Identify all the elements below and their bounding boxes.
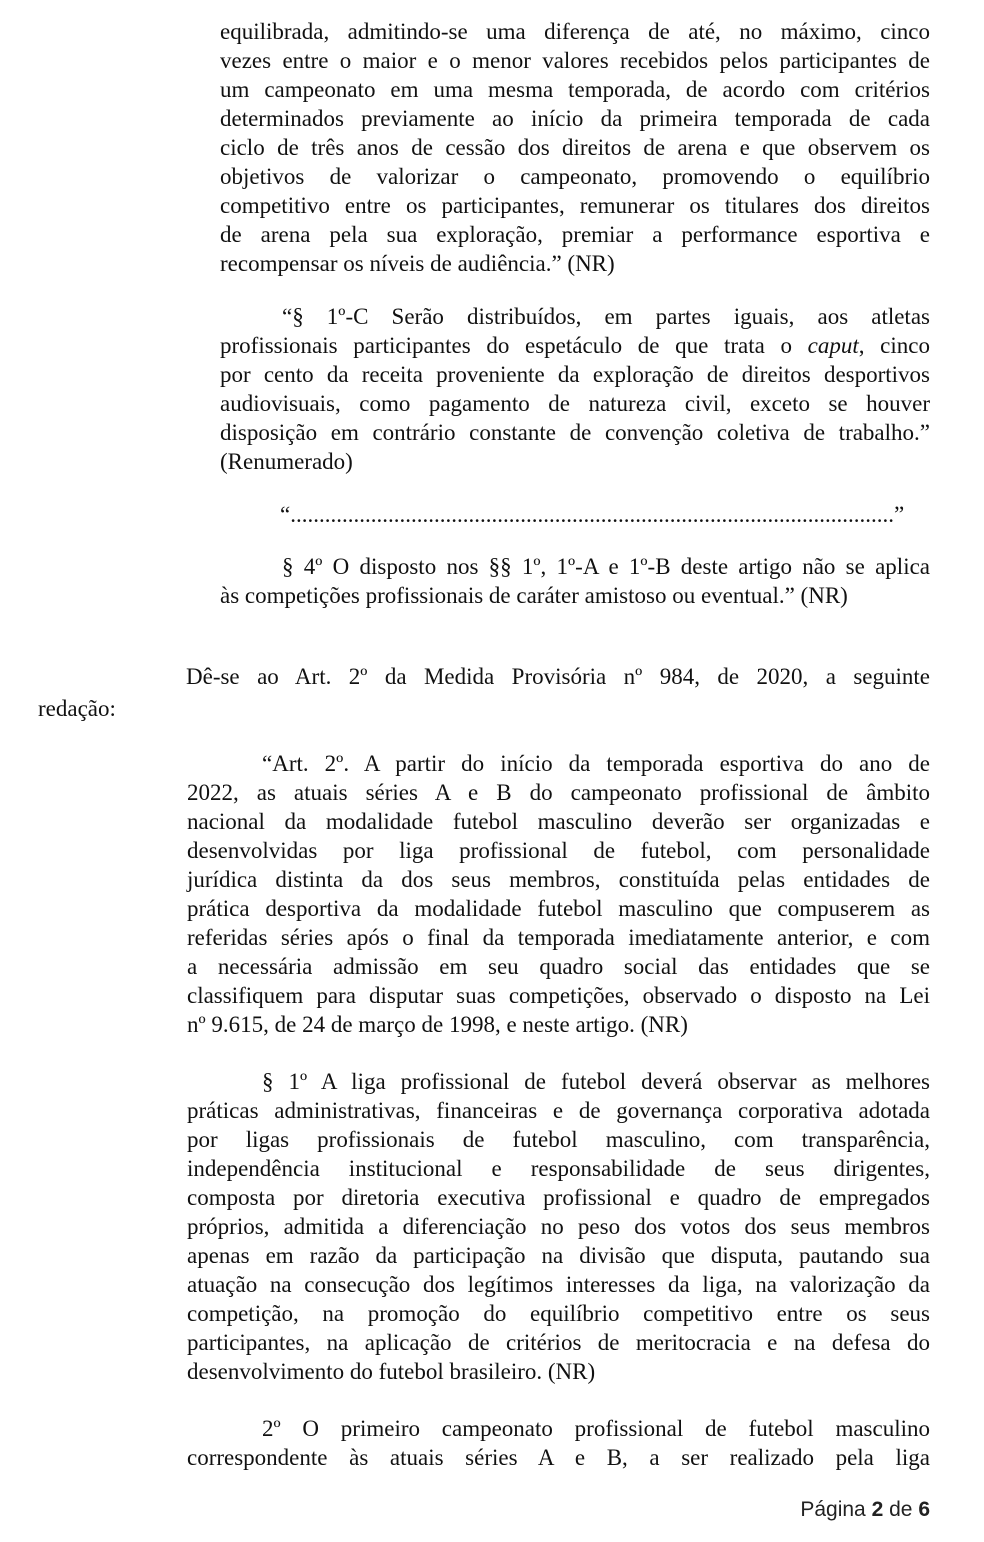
page-number [800,1498,930,1522]
text-line: “§ 1º-C Serão distribuídos, em partes iguais, aos atletas [282,304,930,329]
text-line: 2º O primeiro campeonato profissional de futebol masculino [262,1416,930,1441]
text-line: próprios, admitida a diferenciação no peso dos votos dos seus membros [187,1214,930,1239]
text-line: composta por diretoria executiva profissional e quadro de empregados [187,1185,930,1210]
text-line: equilibrada, admitindo-se uma diferença de até, no máximo, cinco [220,19,930,44]
text-line: § 4º O disposto nos §§ 1º, 1º-A e 1º-B deste artigo não se aplica [282,554,930,579]
text-line: “Art. 2º. A partir do início da temporada esportiva do ano de [262,751,930,776]
text-line: por cento da receita proveniente da exploração de direitos desportivos [220,362,930,387]
text-line: classifiquem para disputar suas competições, observado o disposto na Lei [187,983,930,1008]
text-line: 2022, as atuais séries A e B do campeonato profissional de âmbito [187,780,930,805]
text-line: § 1º A liga profissional de futebol deverá observar as melhores [262,1069,930,1094]
text-line: às competições profissionais de caráter amistoso ou eventual.” (NR) [220,583,848,608]
text-line: determinados previamente ao início da primeira temporada de cada [220,106,930,131]
caput-italic: caput [807,333,859,358]
current-page: 2 [871,1498,884,1521]
text-line: um campeonato em uma mesma temporada, de acordo com critérios [220,77,930,102]
text-line: correspondente às atuais séries A e B, a ser realizado pela liga [187,1445,930,1470]
text-line: jurídica distinta da dos seus membros, constituída pelas entidades de [187,867,930,892]
text-segment: profissionais participantes do espetáculo de que trata o [220,333,808,358]
text-line: nacional da modalidade futebol masculino deverão ser organizadas e [187,809,930,834]
text-line: Dê-se ao Art. 2º da Medida Provisória nº 984, de 2020, a seguinte [186,664,930,689]
text-line: objetivos de valorizar o campeonato, promovendo o equilíbrio [220,164,930,189]
text-line: a necessária admissão em seu quadro social das entidades que se [187,954,930,979]
text-line: vezes entre o maior e o menor valores recebidos pelos participantes de [220,48,930,73]
total-pages: 6 [918,1498,930,1521]
text-line: nº 9.615, de 24 de março de 1998, e neste artigo. (NR) [187,1012,688,1037]
text-line: redação: [38,696,116,721]
of-label: de [889,1498,913,1521]
text-line: disposição em contrário constante de convenção coletiva de trabalho.” [220,420,930,445]
text-line: ciclo de três anos de cessão dos direitos de arena e que observem os [220,135,930,160]
page-label: Página [800,1498,866,1521]
text-line: participantes, na aplicação de critérios de meritocracia e na defesa do [187,1330,930,1355]
text-line: audiovisuais, como pagamento de natureza civil, exceto se houver [220,391,930,416]
text-line: (Renumerado) [220,449,353,474]
text-line: competitivo entre os participantes, remunerar os titulares dos direitos [220,193,930,218]
text-line: desenvolvimento do futebol brasileiro. (NR) [187,1359,596,1384]
text-line: recompensar os níveis de audiência.” (NR) [220,251,615,276]
text-line: prática desportiva da modalidade futebol masculino que compuserem as [187,896,930,921]
text-line: por ligas profissionais de futebol masculino, com transparência, [187,1127,930,1152]
text-line: de arena pela sua exploração, premiar a performance esportiva e [220,222,930,247]
ellipsis-line: “.........................................................................................................” [280,502,905,527]
text-line: atuação na consecução dos legítimos interesses da liga, na valorização da [187,1272,930,1297]
text-line [220,331,930,360]
text-line: apenas em razão da participação na divisão que disputa, pautando sua [187,1243,930,1268]
text-line: competição, na promoção do equilíbrio competitivo entre os seus [187,1301,930,1326]
text-line: referidas séries após o final da temporada imediatamente anterior, e com [187,925,930,950]
text-line: independência institucional e responsabilidade de seus dirigentes, [187,1156,930,1181]
text-segment: , cinco [858,333,930,358]
text-line: desenvolvidas por liga profissional de futebol, com personalidade [187,838,930,863]
text-line: práticas administrativas, financeiras e de governança corporativa adotada [187,1098,930,1123]
